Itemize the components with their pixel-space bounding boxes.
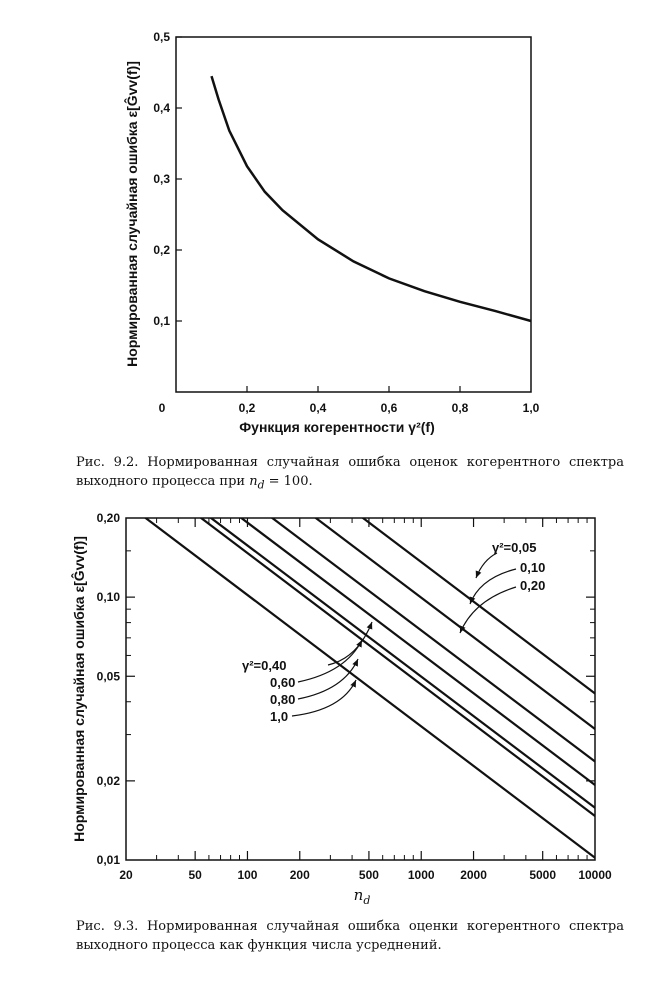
chart1-y-axis-title: Нормированная случайная ошибка ε[Ĝvv(f)] [124,61,140,367]
chart2-x-tick-label: 100 [237,868,258,882]
arrow-gamma-010 [470,569,516,604]
chart1-x-tick-label: 0 [158,401,166,415]
chart2-y-tick-label: 0,02 [96,773,120,788]
chart2-y-tick-label: 0,05 [96,669,120,684]
chart1-y-tick-label: 0,1 [153,314,170,328]
label-gamma-010: 0,10 [520,560,546,575]
chart-coherence-error [123,30,540,435]
chart1-y-tick-label: 0,5 [153,30,170,44]
label-gamma-040: γ²=0,40 [242,658,287,673]
label-gamma-060: 0,60 [270,675,296,690]
chart2-y-tick-label: 0,20 [96,511,120,525]
figure2-caption: Рис. 9.3. Нормированная случайная ошибка оценки когерентного спектра выходного процесса как функция числа усреднений. [76,919,624,953]
chart1-frame [176,37,531,392]
chart2-x-tick-label: 1000 [407,868,435,882]
chart2-x-tick-label: 50 [188,868,202,882]
chart1-curve [212,76,532,321]
chart2-x-tick-label: 10000 [578,868,612,882]
chart2-x-tick-label: 20 [119,868,133,882]
chart1-y-ticks [153,30,182,328]
chart1-x-tick-label: 0,8 [451,401,469,415]
arrow-gamma-005 [476,553,497,578]
chart2-x-tick-label: 5000 [529,868,557,882]
chart2-y-tick-label: 0,01 [96,853,120,867]
chart1-x-ticks [159,386,540,415]
chart1-x-tick-label: 0,4 [309,401,327,415]
chart1-y-tick-label: 0,3 [153,172,170,186]
chart1-x-tick-label: 1,0 [522,401,540,415]
chart2-y-tick-label: 0,10 [96,590,120,605]
chart1-x-axis-title: Функция когерентности γ²(f) [239,419,435,435]
chart2-series-gamma-08 [118,455,602,821]
chart2-series-gamma-06 [118,448,602,813]
label-gamma-005: γ²=0,05 [492,540,537,555]
chart1-y-tick-label: 0,2 [153,243,170,257]
label-gamma-020: 0,20 [520,578,546,593]
chart2-y-axis-title: Нормированная случайная ошибка ε[Ĝvv(f)] [71,536,87,842]
label-gamma-080: 0,80 [270,692,296,707]
chart2-x-tick-label: 500 [358,868,379,882]
figure1-caption: Рис. 9.2. Нормированная случайная ошибка оценок когерентного спектра выходного процесса при $n_d = 100$. [76,455,624,492]
chart2-x-axis-title: $n_d$ [353,886,371,907]
chart1-y-tick-label: 0,4 [153,101,170,115]
chart1-x-tick-label: 0,6 [380,401,398,415]
chart1-x-tick-label: 0,2 [238,401,256,415]
label-gamma-100: 1,0 [270,709,289,724]
chart2-x-tick-label: 2000 [460,868,487,882]
chart2-x-tick-label: 200 [289,868,310,882]
